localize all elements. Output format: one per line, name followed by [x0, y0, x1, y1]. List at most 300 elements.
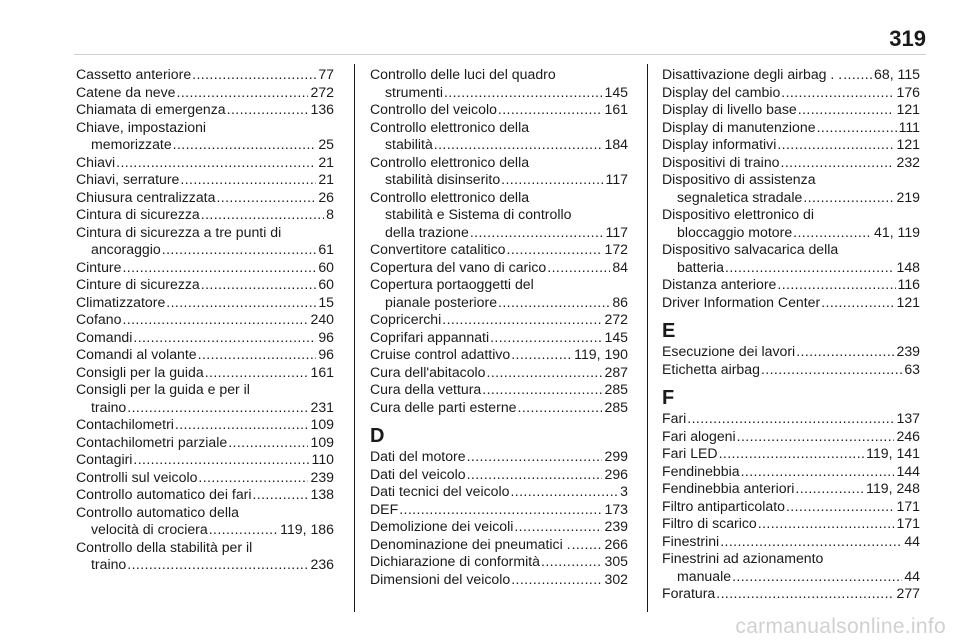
page-reference[interactable]: 119, 248	[866, 480, 920, 496]
index-entry-line	[370, 241, 628, 259]
page-reference[interactable]: 60	[318, 258, 334, 275]
index-term: Chiavi, serrature	[76, 171, 180, 187]
index-entry-line	[76, 451, 334, 469]
index-term: DEF	[370, 500, 399, 517]
index-entry-line	[370, 66, 628, 84]
dot-leader	[198, 469, 308, 487]
index-entry	[662, 410, 920, 428]
index-entry-line	[662, 585, 920, 603]
index-term: Filtro antiparticolato	[662, 497, 785, 514]
index-entry	[76, 189, 334, 207]
section-letter: D	[370, 425, 385, 447]
dot-leader	[498, 294, 610, 312]
index-entry-line	[76, 416, 334, 434]
dot-leader	[716, 585, 894, 603]
dot-leader	[442, 311, 602, 329]
dot-leader	[511, 346, 572, 364]
index-entry	[662, 343, 920, 361]
page-reference[interactable]: 173	[604, 500, 628, 517]
index-entry	[662, 498, 920, 516]
page-reference[interactable]: 3	[620, 483, 628, 499]
index-entry-line	[370, 501, 628, 519]
page-reference[interactable]: 231	[310, 398, 334, 415]
dot-leader	[216, 189, 316, 207]
index-entry	[662, 66, 920, 84]
index-entry-continuation	[370, 136, 628, 154]
index-entry	[76, 329, 334, 347]
index-entry-line	[76, 224, 334, 242]
dot-leader	[116, 154, 316, 172]
page-reference[interactable]: 25	[318, 136, 334, 152]
index-entry	[662, 585, 920, 603]
index-entry-line	[662, 136, 920, 154]
index-term: Display informativi	[662, 136, 777, 152]
index-term: Contagiri	[76, 451, 133, 467]
index-entry-line	[662, 498, 920, 516]
page-reference[interactable]: 145	[604, 83, 628, 100]
index-term: Chiave, impostazioni	[76, 118, 207, 135]
index-entry-line	[662, 343, 920, 361]
index-entry	[370, 553, 628, 571]
index-term: memorizzate	[91, 136, 172, 152]
index-entry-continuation	[370, 206, 628, 224]
dot-leader	[719, 445, 865, 463]
index-term: Climatizzatore	[76, 293, 166, 310]
index-entry-line	[370, 276, 628, 294]
index-term: Driver Information Center	[662, 293, 821, 310]
dot-leader	[777, 136, 894, 154]
index-entry-line	[76, 434, 334, 452]
page-reference[interactable]: 148	[896, 258, 920, 275]
page-reference[interactable]: 44	[904, 567, 920, 584]
index-entry-line	[370, 448, 628, 466]
dot-leader	[198, 346, 317, 364]
index-entry	[370, 154, 628, 189]
index-entry-line	[662, 410, 920, 428]
index-entry	[76, 311, 334, 329]
index-entry-continuation	[76, 241, 334, 259]
index-term: Controllo automatico dei fari	[76, 486, 252, 502]
page-reference[interactable]: 60	[318, 276, 334, 292]
index-entry	[370, 329, 628, 347]
index-entry-line	[76, 84, 334, 102]
index-entry	[370, 448, 628, 466]
index-entry-continuation	[370, 294, 628, 312]
index-entry	[370, 536, 628, 554]
index-entry-line	[76, 154, 334, 172]
index-entry	[370, 66, 628, 101]
page-reference[interactable]: 63	[904, 360, 920, 377]
index-entry-line	[76, 206, 334, 224]
index-term: Copricerchi	[370, 311, 442, 327]
index-column-1	[76, 66, 334, 574]
index-entry-line	[662, 361, 920, 379]
index-entry	[76, 101, 334, 119]
index-term: Contachilometri	[76, 416, 174, 432]
page-reference[interactable]: 145	[604, 328, 628, 345]
index-entry-line	[76, 311, 334, 329]
index-entry	[370, 119, 628, 154]
dot-leader	[205, 364, 309, 382]
dot-leader	[470, 224, 604, 242]
dot-leader	[518, 399, 603, 417]
index-term: Chiusura centralizzata	[76, 188, 216, 205]
index-entry	[370, 466, 628, 484]
index-term: Fendinebbia anteriori	[662, 480, 795, 496]
dot-leader	[490, 329, 602, 347]
index-term: Finestrini	[662, 532, 720, 549]
index-column-2	[370, 66, 628, 588]
index-entry-line	[76, 486, 334, 504]
index-entry	[662, 154, 920, 172]
index-term: Dati del motore	[370, 448, 466, 464]
index-entry	[662, 515, 920, 533]
index-entry	[662, 550, 920, 585]
dot-leader	[127, 556, 308, 574]
index-term: Cinture	[76, 258, 122, 275]
index-entry	[662, 361, 920, 379]
index-entry-line	[76, 346, 334, 364]
index-term: ancoraggio	[91, 241, 161, 257]
index-term: Cura delle parti esterne	[370, 398, 517, 415]
index-entry-line	[662, 428, 920, 446]
index-term: Dichiarazione di conformità	[370, 553, 540, 569]
index-entry	[76, 171, 334, 189]
index-entry-line	[662, 66, 920, 84]
page-reference[interactable]: 96	[318, 328, 334, 345]
index-entry-line	[662, 154, 920, 172]
index-term: Comandi al volante	[76, 346, 197, 362]
dot-leader	[514, 518, 602, 536]
index-entry	[370, 189, 628, 242]
index-entry	[370, 101, 628, 119]
dot-leader	[444, 84, 603, 102]
page-reference[interactable]: 119, 190	[574, 346, 628, 362]
page-reference[interactable]: 84	[612, 258, 628, 275]
dot-leader	[510, 483, 618, 501]
index-entry	[662, 480, 920, 498]
index-term: Catene da neve	[76, 83, 176, 100]
page-reference[interactable]: 119, 186	[280, 521, 334, 537]
index-entry-line	[370, 346, 628, 364]
section-letter: E	[662, 320, 676, 342]
index-entry-line	[76, 259, 334, 277]
dot-leader	[467, 466, 603, 484]
page-reference[interactable]: 176	[896, 83, 920, 100]
index-entry	[662, 276, 920, 294]
dot-leader	[487, 364, 603, 382]
index-entry-continuation	[76, 556, 334, 574]
index-entry-line	[370, 119, 628, 137]
index-term: Comandi	[76, 328, 133, 345]
page-reference[interactable]: 61	[318, 241, 334, 257]
page-reference[interactable]: 138	[310, 486, 334, 502]
index-entry-continuation	[662, 224, 920, 242]
index-entry-line	[76, 189, 334, 207]
dot-leader	[498, 101, 603, 119]
index-entry-line	[370, 364, 628, 382]
page-reference[interactable]: 96	[318, 346, 334, 362]
index-entry-line	[662, 550, 920, 568]
dot-leader	[781, 154, 895, 172]
page-reference[interactable]: 232	[896, 153, 920, 170]
index-entry-continuation	[76, 521, 334, 539]
index-term: Copertura portaoggetti del	[370, 276, 534, 292]
page-reference[interactable]: 119, 141	[866, 445, 920, 461]
dot-leader	[122, 259, 316, 277]
dot-leader	[725, 259, 894, 277]
page-reference[interactable]: 111	[898, 118, 920, 135]
page-reference[interactable]: 285	[604, 381, 628, 397]
index-entry	[76, 154, 334, 172]
index-entry	[370, 364, 628, 382]
page-reference[interactable]: 236	[310, 556, 334, 572]
dot-leader	[761, 361, 902, 379]
index-term: stabilità disinserito	[385, 171, 501, 187]
index-term: Dati tecnici del veicolo	[370, 483, 510, 499]
page-reference[interactable]: 161	[310, 363, 334, 380]
page-reference[interactable]: 44	[904, 532, 920, 549]
index-entry-continuation	[370, 84, 628, 102]
watermark: carmanualsonline.info	[735, 615, 946, 638]
index-term: Finestrini ad azionamento	[662, 550, 824, 566]
dot-leader	[133, 451, 309, 469]
dot-leader	[786, 498, 895, 516]
column-divider	[647, 64, 648, 612]
index-entry-line	[76, 329, 334, 347]
index-term: Denominazione dei pneumatici .	[370, 535, 571, 552]
index-entry-line	[370, 189, 628, 207]
dot-leader	[162, 241, 317, 259]
index-term: Cinture di sicurezza	[76, 276, 200, 292]
index-entry-line	[370, 536, 628, 554]
index-entry	[370, 399, 628, 417]
index-entry-line	[370, 553, 628, 571]
page-reference[interactable]: 287	[604, 363, 628, 380]
page-reference[interactable]: 136	[310, 101, 334, 117]
page-reference[interactable]: 239	[604, 518, 628, 534]
dot-leader	[777, 276, 895, 294]
index-term: Controllo elettronico della	[370, 118, 530, 135]
dot-leader	[572, 536, 603, 554]
index-term: Display di manutenzione	[662, 118, 816, 135]
index-entry	[76, 364, 334, 382]
dot-leader	[192, 66, 316, 84]
page-reference[interactable]: 305	[604, 553, 628, 569]
index-term: Consigli per la guida e per il	[76, 381, 250, 397]
index-entry	[370, 501, 628, 519]
dot-leader	[166, 294, 316, 312]
index-entry-line	[76, 469, 334, 487]
page-reference[interactable]: 41, 119	[874, 223, 920, 240]
index-term: Consigli per la guida	[76, 363, 204, 380]
index-term: Contachilometri parziale	[76, 433, 228, 450]
dot-leader	[228, 434, 308, 452]
page-reference[interactable]: 171	[896, 497, 920, 514]
page-reference[interactable]: 161	[604, 101, 628, 117]
index-entry	[76, 504, 334, 539]
index-term: Copertura del vano di carico	[370, 258, 547, 275]
page-reference[interactable]: 299	[604, 448, 628, 464]
index-entry-line	[662, 445, 920, 463]
index-term: Fari	[662, 410, 687, 426]
page-reference[interactable]: 121	[896, 136, 920, 152]
dot-leader	[133, 329, 316, 347]
header-rule	[74, 54, 926, 55]
index-entry	[76, 66, 334, 84]
index-term: Controllo del veicolo	[370, 101, 497, 117]
index-entry-continuation	[370, 224, 628, 242]
index-term: strumenti	[385, 83, 443, 100]
index-term: Dispositivi di traino	[662, 153, 780, 170]
index-entry-continuation	[662, 259, 920, 277]
index-entry	[662, 119, 920, 137]
index-entry-continuation	[370, 171, 628, 189]
index-entry-line	[370, 101, 628, 119]
dot-leader	[467, 448, 603, 466]
page-reference[interactable]: 172	[604, 241, 628, 257]
index-entry-line	[662, 480, 920, 498]
index-term: traino	[91, 398, 127, 415]
index-term: batteria	[677, 258, 725, 275]
index-entry-line	[76, 504, 334, 522]
dot-leader	[252, 486, 308, 504]
index-entry	[662, 206, 920, 241]
dot-leader	[201, 206, 324, 224]
dot-leader	[399, 501, 602, 519]
page-reference[interactable]: 110	[311, 451, 334, 467]
page-reference[interactable]: 246	[896, 427, 920, 444]
index-term: Controllo automatico della	[76, 503, 239, 520]
index-entry-line	[662, 294, 920, 312]
index-entry-line	[662, 206, 920, 224]
index-entry	[662, 136, 920, 154]
index-entry-line	[370, 311, 628, 329]
dot-leader	[227, 101, 309, 119]
index-entry-line	[370, 571, 628, 589]
index-entry	[76, 469, 334, 487]
index-entry	[662, 428, 920, 446]
page-reference[interactable]: 116	[897, 276, 920, 292]
page-reference[interactable]: 77	[318, 66, 334, 82]
page-reference[interactable]: 26	[318, 188, 334, 205]
page-reference[interactable]: 117	[605, 223, 628, 240]
page-reference[interactable]: 121	[896, 293, 920, 310]
index-term: Esecuzione dei lavori	[662, 343, 796, 359]
page-reference[interactable]: 239	[896, 343, 920, 359]
index-term: Display di livello base	[662, 101, 797, 117]
index-entry-line	[662, 241, 920, 259]
dot-leader	[175, 416, 309, 434]
page-reference[interactable]: 15	[318, 293, 334, 310]
page-reference[interactable]: 68, 115	[874, 66, 920, 82]
page-reference[interactable]: 266	[604, 535, 628, 552]
index-entry-line	[76, 171, 334, 189]
page-reference[interactable]: 285	[604, 398, 628, 415]
page-reference[interactable]: 272	[310, 83, 334, 100]
page-reference[interactable]: 109	[310, 433, 334, 450]
index-entry-line	[76, 364, 334, 382]
dot-leader	[541, 553, 602, 571]
index-entry	[370, 259, 628, 277]
index-term: Convertitore catalitico	[370, 241, 506, 257]
index-term: Dispositivo di assistenza	[662, 171, 816, 187]
dot-leader	[793, 224, 872, 242]
index-term: Dispositivo salvacarica della	[662, 241, 839, 257]
page-reference[interactable]: 302	[604, 570, 628, 587]
index-term: Cintura di sicurezza	[76, 206, 200, 222]
index-entry	[662, 294, 920, 312]
page-reference[interactable]: 272	[604, 311, 628, 327]
index-entry	[662, 533, 920, 551]
page-reference[interactable]: 21	[318, 153, 334, 170]
page-reference[interactable]: 296	[604, 465, 628, 482]
dot-leader	[511, 571, 602, 589]
page-reference[interactable]: 117	[605, 171, 628, 187]
index-entry	[662, 445, 920, 463]
index-entry	[370, 346, 628, 364]
page-reference[interactable]: 184	[604, 136, 628, 152]
index-entry-continuation	[662, 189, 920, 207]
index-entry-line	[370, 154, 628, 172]
page-reference[interactable]: 240	[310, 311, 334, 327]
page-reference[interactable]: 121	[896, 101, 920, 117]
index-term: Disattivazione degli airbag . .	[662, 66, 843, 82]
page-reference[interactable]: 8	[326, 206, 334, 222]
index-entry	[662, 241, 920, 276]
dot-leader	[843, 66, 872, 84]
index-term: Dispositivo elettronico di	[662, 206, 814, 222]
page-reference[interactable]: 21	[318, 171, 334, 187]
index-entry	[76, 346, 334, 364]
index-entry-line	[370, 259, 628, 277]
index-entry	[370, 381, 628, 399]
page-reference[interactable]: 277	[896, 585, 920, 601]
dot-leader	[122, 311, 308, 329]
index-entry-line	[370, 483, 628, 501]
index-entry	[662, 101, 920, 119]
page-number: 319	[889, 26, 926, 51]
column-divider	[354, 64, 355, 612]
index-entry-continuation	[76, 136, 334, 154]
dot-leader	[803, 189, 894, 207]
index-term: Cofano	[76, 311, 122, 327]
page-reference[interactable]: 109	[310, 416, 334, 432]
dot-leader	[737, 428, 895, 446]
index-term: Cassetto anteriore	[76, 66, 192, 82]
page-reference[interactable]: 219	[896, 188, 920, 205]
index-entry-line	[370, 466, 628, 484]
index-entry	[76, 259, 334, 277]
dot-leader	[177, 84, 309, 102]
index-term: Controllo elettronico della	[370, 153, 530, 170]
index-entry-continuation	[76, 399, 334, 417]
page-reference[interactable]: 144	[896, 462, 920, 479]
dot-leader	[758, 515, 895, 533]
index-entry-line	[76, 539, 334, 557]
page-reference[interactable]: 239	[310, 468, 334, 485]
section-letter: F	[662, 387, 675, 409]
page-reference[interactable]: 137	[896, 410, 920, 426]
index-term: Fendinebbia	[662, 462, 740, 479]
index-term: traino	[91, 556, 127, 572]
index-entry	[76, 206, 334, 224]
index-term: velocità di crociera	[91, 521, 208, 537]
page-reference[interactable]: 171	[896, 515, 920, 531]
page-reference[interactable]: 86	[612, 293, 628, 310]
dot-leader	[482, 381, 602, 399]
index-term: stabilità	[385, 136, 433, 152]
